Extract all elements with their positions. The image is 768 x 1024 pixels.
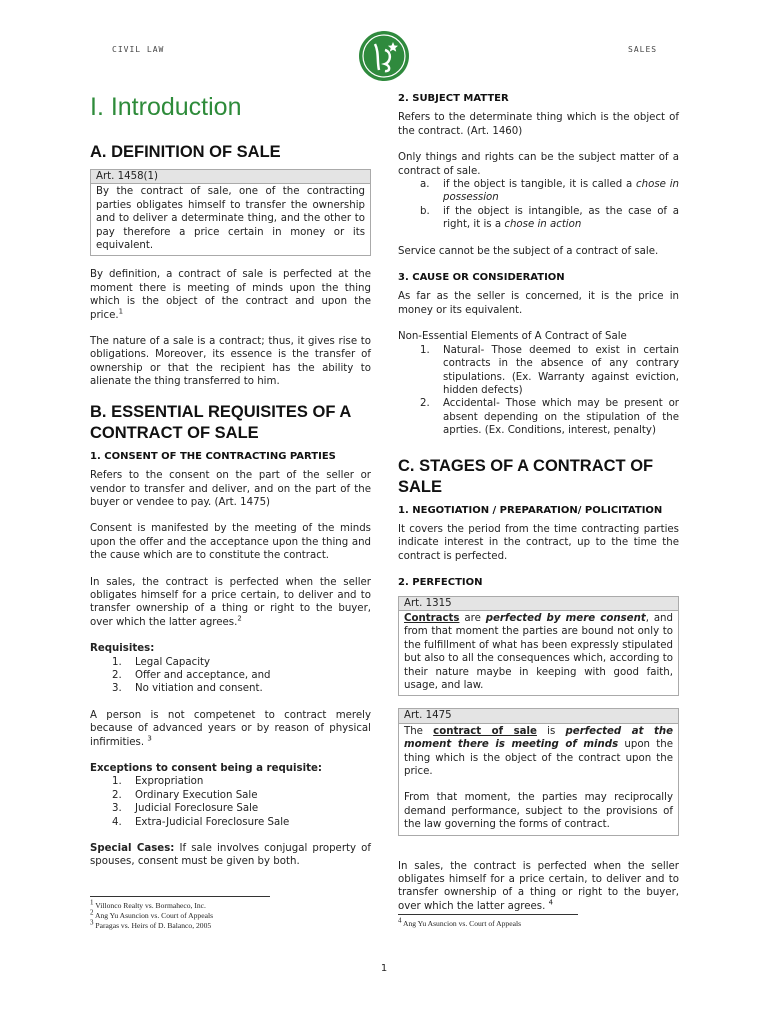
consent-paragraph-3: In sales, the contract is perfected when the seller obligates himself for a price certain, to deliver and to transfer ownership of a thing or right to the buyer, over which the latter agrees.$^2$ (90, 576, 371, 628)
negotiation-heading: 1. NEGOTIATION / PREPARATION/ POLICITATION (398, 504, 663, 516)
subject-matter-heading: 2. SUBJECT MATTER (398, 93, 509, 104)
school-logo-icon (358, 30, 410, 82)
requisites-list (90, 656, 371, 696)
list-item: 2. Ordinary Execution Sale (112, 789, 258, 801)
page-number: 1 (380, 963, 388, 974)
list-item: b. if the object is intangible, as the case of a right, it is a chose in action (420, 205, 679, 231)
header-left: CIVIL LAW (112, 45, 165, 54)
cause-heading: 3. CAUSE OR CONSIDERATION (398, 272, 565, 284)
requisites-label: Requisites: (90, 643, 155, 655)
article-1315-body: Contracts are perfected by mere consent, and from that moment the parties are bound not only to the fulfillment of what has been expressly stipulated but also to all the consequences which, according to their nature maybe in keeping with good faith, usage, and law. (404, 612, 673, 691)
section-b-heading: B. ESSENTIAL REQUISITES OF A CONTRACT OF SALE (90, 402, 351, 442)
non-essential-label: Non-Essential Elements of A Contract of Sale (398, 331, 627, 343)
subject-matter-list (398, 178, 679, 232)
list-item: 1. Legal Capacity (112, 656, 211, 668)
non-essential-list (398, 344, 679, 438)
page-title: I. Introduction (90, 93, 242, 121)
list-item: 1. Expropriation (112, 776, 204, 788)
right-column (398, 92, 679, 926)
article-1315-box (398, 596, 679, 697)
list-item: 4. Extra-Judicial Foreclosure Sale (112, 816, 290, 828)
article-1458-box (90, 169, 371, 256)
list-item: 2. Offer and acceptance, and (112, 669, 271, 681)
competence-paragraph: A person is not competenet to contract merely because of advanced years or by reason of physical infirmities. $^3$ (90, 709, 371, 748)
list-item: 2. Accidental- Those which may be present or absent depending on the stipulation of the aprties. (Ex. Conditions, interest, penalty) (420, 398, 679, 437)
right-footnotes (398, 912, 678, 929)
article-1458-body: By the contract of sale, one of the contracting parties obligates himself to transfer the ownership and to deliver a determinate thing, and the other to pay therefore a price certain in money or its equivalent. (96, 186, 365, 252)
article-1475-body: The contract of sale is perfected at the moment there is meeting of minds upon the thing which is the object of the contract upon the price. From that moment, the parties may reciprocally demand performance, subject to the provisions of the law governing the forms of contract. (404, 725, 673, 831)
subject-matter-paragraph-3: Service cannot be the subject of a contract of sale. (398, 245, 659, 257)
footnote-divider (90, 896, 270, 897)
left-column (90, 92, 371, 882)
header-right: SALES (628, 45, 658, 54)
exceptions-list (90, 775, 371, 829)
nature-paragraph: The nature of a sale is a contract; thus, it gives rise to obligations. Moreover, its essence is the transfer of ownership or that the recipient has the ability to alienate the thing transferred to him. (90, 336, 371, 388)
consent-paragraph-2: Consent is manifested by the meeting of the minds upon the offer and the acceptance upon the thing and the cause which are to constitute the contract. (90, 523, 371, 562)
perfection-heading: 2. PERFECTION (398, 577, 483, 589)
footnote-divider (398, 914, 578, 915)
definition-paragraph: By definition, a contract of sale is perfected at the moment there is meeting of minds upon the thing which is the object of the contract and upon the price.$^1$ (90, 269, 371, 321)
consent-paragraph-1: Refers to the consent on the part of the seller or vendor to transfer and deliver, and on the part of the buyer or vendee to pay. (Art. 1475) (90, 470, 371, 508)
exceptions-label: Exceptions to consent being a requisite: (90, 763, 322, 774)
footnote: $^4$ Ang Yu Asuncion vs. Court of Appeals (398, 916, 522, 928)
section-a-heading: A. DEFINITION OF SALE (90, 143, 281, 161)
article-1315-title: Art. 1315 (399, 597, 678, 611)
section-c-heading: C. STAGES OF A CONTRACT OF SALE (398, 456, 654, 496)
list-item: 3. Judicial Foreclosure Sale (112, 803, 259, 815)
special-cases-paragraph: Special Cases: If sale involves conjugal property of spouses, consent must be given by both. (90, 843, 371, 868)
footnote: $^3$ Paragas vs. Heirs of D. Balanco, 2005 (90, 918, 212, 930)
article-1475-title: Art. 1475 (399, 709, 678, 723)
consent-heading: 1. CONSENT OF THE CONTRACTING PARTIES (90, 450, 336, 462)
list-item: 3. No vitiation and consent. (112, 683, 263, 695)
subject-matter-paragraph-1: Refers to the determinate thing which is the object of the contract. (Art. 1460) (398, 112, 679, 137)
left-footnotes (90, 894, 370, 931)
negotiation-paragraph: It covers the period from the time contracting parties indicate interest in the contract, up to the time the contract is perfected. (398, 523, 679, 562)
article-1475-box (398, 708, 679, 835)
cause-paragraph: As far as the seller is concerned, it is the price in money or its equivalent. (398, 291, 679, 316)
list-item: 1. Natural- Those deemed to exist in certain contracts in the absence of any contrary stipulations. (Ex. Warranty against eviction, hidden defects) (420, 344, 679, 396)
article-1458-title: Art. 1458(1) (91, 170, 370, 184)
footnote: $^1$ Villonco Realty vs. Bormaheco, Inc. (90, 898, 206, 910)
list-item: a. if the object is tangible, it is called a chose in possession (420, 179, 679, 204)
perfection-paragraph: In sales, the contract is perfected when the seller obligates himself for a price certain, to deliver and to transfer ownership of a thing or right to the buyer, over which the latter agrees. $^4$ (398, 860, 679, 912)
subject-matter-paragraph-2: Only things and rights can be the subject matter of a contract of sale. (398, 152, 679, 177)
footnote: $^2$ Ang Yu Asuncion vs. Court of Appeals (90, 908, 214, 920)
